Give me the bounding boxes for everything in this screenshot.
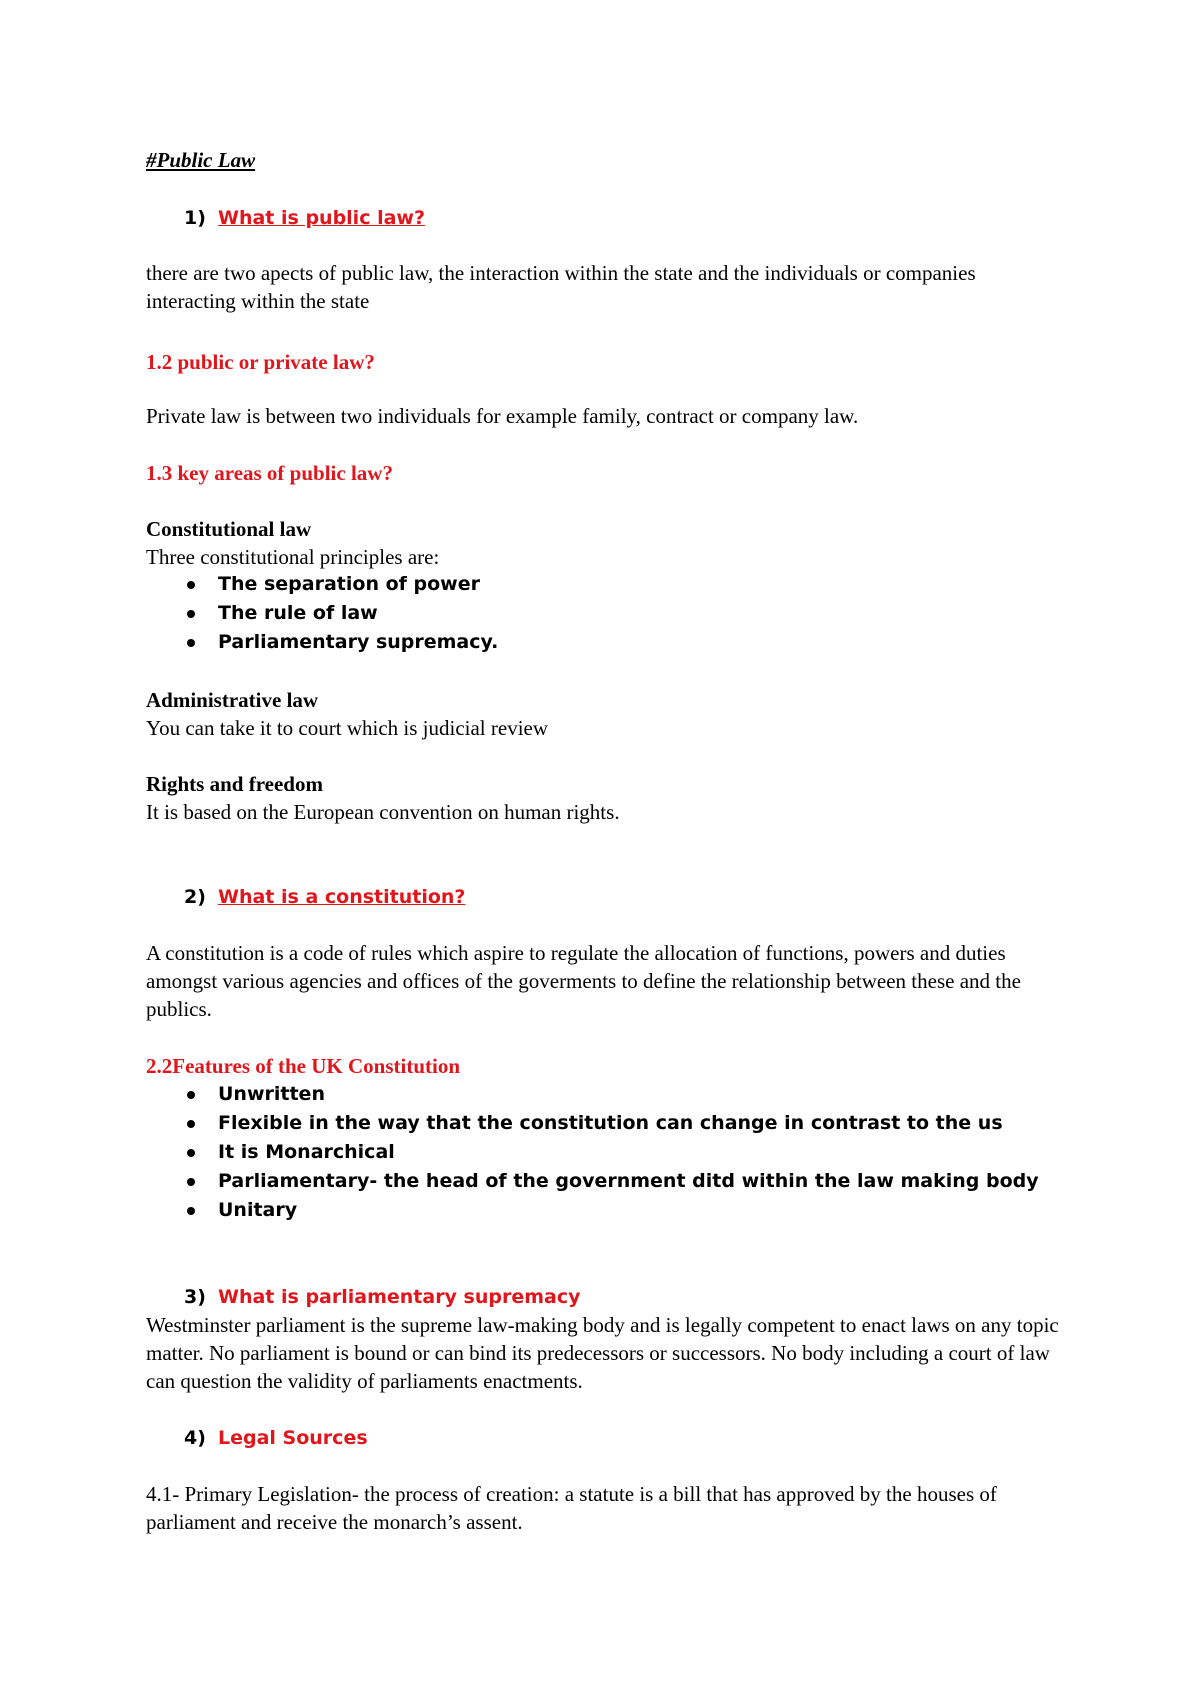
- section-2-2-heading: 2.2Features of the UK Constitution: [146, 1054, 461, 1078]
- section-1-2-heading: 1.2 public or private law?: [146, 350, 375, 374]
- administrative-law-text: You can take it to court which is judicial review: [146, 716, 549, 740]
- uk-constitution-features-list: [146, 1080, 1039, 1225]
- list-item: Parliamentary supremacy.: [146, 628, 498, 657]
- constitutional-principles-list: [146, 570, 498, 657]
- section-4-text: 4.1- Primary Legislation- the process of creation: a statute is a bill that has approved by the houses of parliament and receive the monarch’s assent.: [146, 1482, 997, 1534]
- section-2-text: A constitution is a code of rules which aspire to regulate the allocation of functions, powers and duties amongst various agencies and offices of the goverments to define the relationship between these and the publics.: [146, 941, 1021, 1021]
- list-item: Flexible in the way that the constitution can change in contrast to the us: [146, 1109, 1039, 1138]
- bullet-icon: [187, 1178, 195, 1186]
- bullet-icon: [187, 1149, 195, 1157]
- administrative-law-heading: Administrative law: [146, 688, 319, 712]
- section-2-number: 2): [184, 886, 206, 908]
- list-item: Unwritten: [146, 1080, 1039, 1109]
- section-1-2-text: Private law is between two individuals for example family, contract or company law.: [146, 404, 859, 428]
- section-2-heading: What is a constitution?: [218, 886, 466, 908]
- bullet-icon: [187, 1207, 195, 1215]
- rights-freedom-text: It is based on the European convention on human rights.: [146, 800, 620, 824]
- bullet-icon: [187, 1120, 195, 1128]
- section-1-3-heading: 1.3 key areas of public law?: [146, 461, 393, 485]
- rights-freedom-heading: Rights and freedom: [146, 772, 323, 796]
- list-item: Unitary: [146, 1196, 1039, 1225]
- list-item: It is Monarchical: [146, 1138, 1039, 1167]
- section-3-number: 3): [184, 1286, 206, 1308]
- section-1-number: 1): [184, 207, 206, 229]
- list-item: The separation of power: [146, 570, 498, 599]
- bullet-icon: [187, 610, 195, 618]
- section-1-text: there are two apects of public law, the interaction within the state and the individuals or companies interacting within the state: [146, 261, 976, 313]
- bullet-icon: [187, 581, 195, 589]
- section-3-heading: What is parliamentary supremacy: [218, 1286, 581, 1308]
- list-item: Parliamentary- the head of the government ditd within the law making body: [146, 1167, 1039, 1196]
- constitutional-law-intro: Three constitutional principles are:: [146, 545, 440, 569]
- bullet-icon: [187, 1091, 195, 1099]
- document-title: #Public Law: [146, 148, 256, 172]
- section-4-heading: Legal Sources: [218, 1427, 368, 1449]
- section-4-number: 4): [184, 1427, 206, 1449]
- section-3-text: Westminster parliament is the supreme law-making body and is legally competent to enact laws on any topic matter. No parliament is bound or can bind its predecessors or successors. No body including a court of law can question the validity of parliaments enactments.: [146, 1313, 1059, 1393]
- constitutional-law-heading: Constitutional law: [146, 517, 312, 541]
- list-item: The rule of law: [146, 599, 498, 628]
- section-1-heading: What is public law?: [218, 207, 425, 229]
- bullet-icon: [187, 639, 195, 647]
